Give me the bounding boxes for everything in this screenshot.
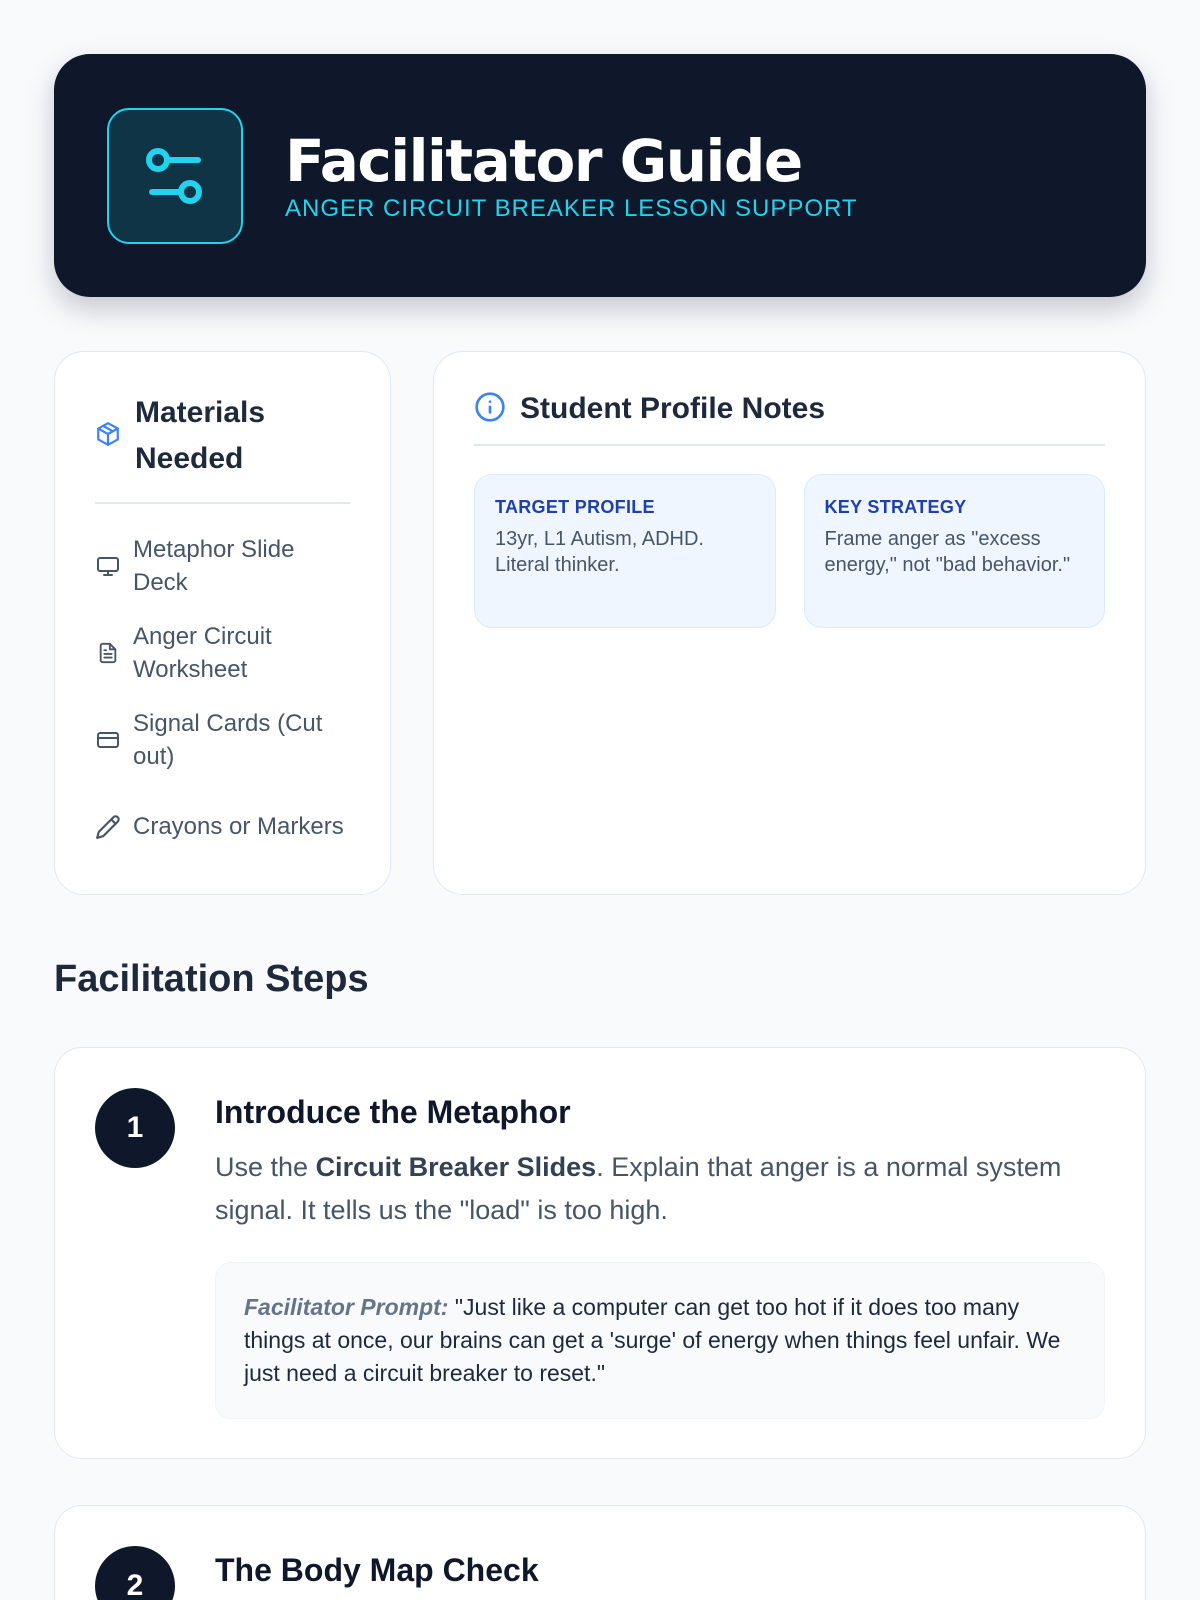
slides-reference: Circuit Breaker Slides <box>315 1152 597 1182</box>
step-title: Introduce the Metaphor <box>215 1094 571 1130</box>
step-title: The Body Map Check <box>215 1552 539 1588</box>
materials-card <box>54 351 391 895</box>
document-icon <box>95 641 121 665</box>
box-label: KEY STRATEGY <box>824 497 967 517</box>
list-item <box>95 522 350 609</box>
list-item <box>95 609 350 696</box>
step-description: Use the Circuit Breaker Slides. Explain that anger is a normal system signal. It tells us the "load" is too high. <box>215 1152 1062 1225</box>
material-label: Signal Cards (Cut out) <box>133 709 323 770</box>
material-label: Metaphor Slide Deck <box>133 535 295 596</box>
box-icon <box>95 421 121 452</box>
list-item <box>95 783 350 870</box>
step-number: 1 <box>95 1088 175 1168</box>
profile-title: Student Profile Notes <box>520 392 826 425</box>
step-card <box>54 1505 1146 1600</box>
page-subtitle: ANGER CIRCUIT BREAKER LESSON SUPPORT <box>285 194 858 222</box>
list-item <box>95 696 350 783</box>
box-text: 13yr, L1 Autism, ADHD. Literal thinker. <box>495 528 704 576</box>
card-icon <box>95 728 121 752</box>
monitor-icon <box>95 554 121 578</box>
section-title: Facilitation Steps <box>54 958 369 1000</box>
materials-list <box>95 522 350 870</box>
facilitator-prompt <box>215 1262 1105 1419</box>
prompt-label: Facilitator Prompt: <box>244 1294 449 1320</box>
step-number: 2 <box>95 1546 175 1600</box>
material-label: Crayons or Markers <box>133 813 344 840</box>
prompt-text: "Just like a computer can get too hot if it does too many things at once, our brains can get a 'surge' of energy when things feel unfair. We just need a circuit breaker to reset." <box>244 1294 1061 1386</box>
key-strategy-box <box>804 474 1106 628</box>
header-banner <box>54 54 1146 297</box>
step-card <box>54 1047 1146 1459</box>
box-label: TARGET PROFILE <box>495 497 655 517</box>
page-title: Facilitator Guide <box>285 126 802 195</box>
student-profile-card <box>433 351 1146 895</box>
material-label: Anger Circuit Worksheet <box>133 622 272 683</box>
target-profile-box <box>474 474 776 628</box>
info-icon <box>474 391 506 428</box>
materials-title: Materials Needed <box>135 396 266 475</box>
box-text: Frame anger as "excess energy," not "bad behavior." <box>824 528 1071 576</box>
pencil-icon <box>95 814 121 840</box>
sliders-toggle-icon <box>107 108 243 244</box>
